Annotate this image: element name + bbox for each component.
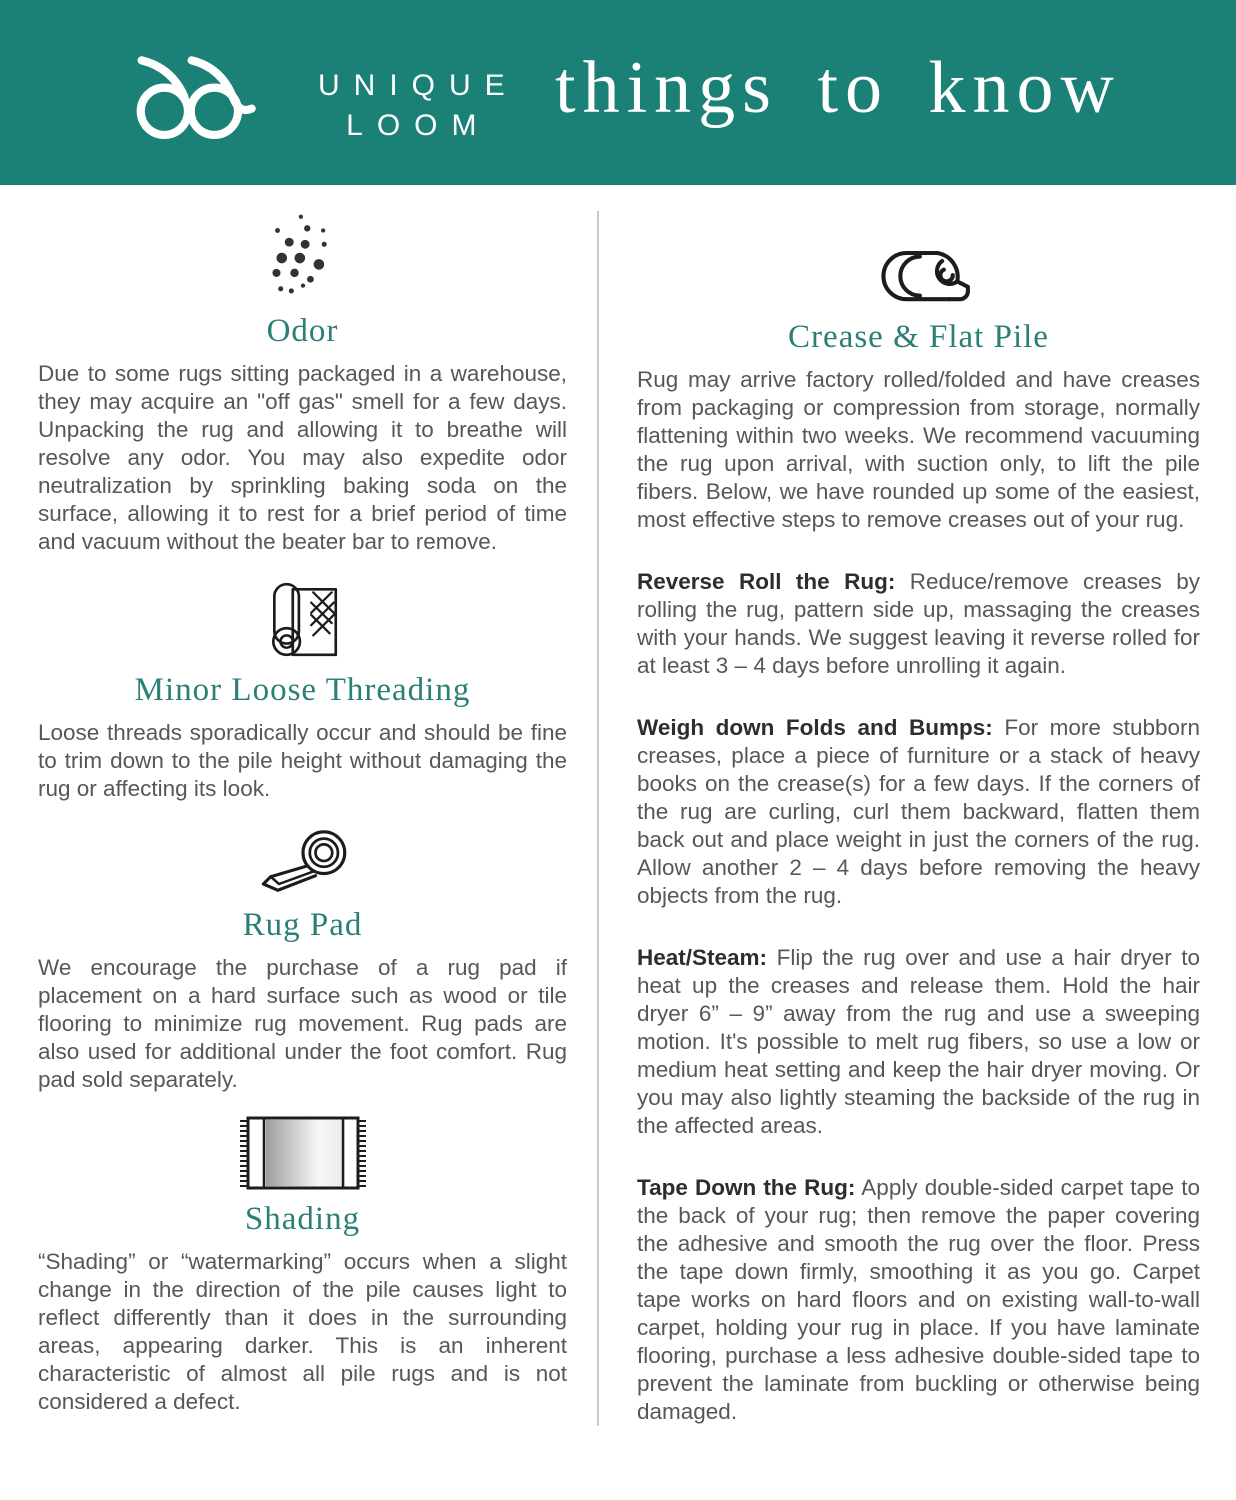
page-title: things to know [555,47,1121,129]
section-title-odor: Odor [266,313,339,349]
section-shading [38,1114,567,1416]
tip-heat-steam [637,944,1200,1140]
section-crease-flat-pile [637,245,1200,534]
tip-label: Weigh down Folds and Bumps: [637,715,993,740]
loom-loops-icon [108,44,288,144]
tip-body: For more stubborn creases, place a piece of furniture or a stack of heavy books on the crease(s) for a few days. If the corners of the rug are curling, curl them backward, flatten them back out and place weight in just the corners of the rug. Allow another 2 – 4 days before removing the heavy objects from the rug. [637,715,1200,908]
section-title-rug-pad: Rug Pad [242,907,363,943]
section-title-shading: Shading [244,1201,361,1237]
section-body-crease: Rug may arrive factory rolled/folded and have creases from packaging or compression from storage, normally flattening within two weeks. We recommend vacuuming the rug upon arrival, with suction only, to lift the pile fibers. Below, we have rounded up some of the easiest, most effective steps to remove creases out of your rug. [637,367,1200,532]
left-column [0,211,597,1426]
header-banner [0,0,1236,185]
section-body-rug-pad: We encourage the purchase of a rug pad if placement on a hard surface such as wood or tile flooring to minimize rug movement. Rug pads are also used for additional under the foot comfort. Rug pad sold separately. [38,955,567,1092]
section-odor [38,211,567,556]
tip-body: Flip the rug over and use a hair dryer to heat up the creases and release them. Hold the hair dryer 6” – 9” away from the rug and use a sweeping motion. It's possible to melt rug fibers, so use a low or medium heat setting and keep the hair dryer moving. Or you may also lightly steaming the backside of the rug in the affected areas. [637,945,1200,1138]
tip-weigh-down [637,714,1200,910]
rolled-rug-lattice-icon [262,576,344,662]
brand-line2: LOOM [346,109,491,142]
right-column [597,211,1236,1426]
tip-body: Reduce/remove creases by rolling the rug, pattern side up, massaging the creases with your hands. We suggest leaving it reverse rolled for at least 3 – 4 days before unrolling it again. [637,569,1200,678]
creased-roll-icon [856,245,982,309]
tip-label: Heat/Steam: [637,945,768,970]
shaded-rug-icon [240,1114,366,1191]
section-title-threading: Minor Loose Threading [134,672,471,708]
section-minor-loose-threading [38,576,567,803]
tip-label: Tape Down the Rug: [637,1175,856,1200]
section-body-shading: “Shading” or “watermarking” occurs when a slight change in the direction of the pile causes light to reflect differently than it does in the surrounding areas, appearing darker. This is an inherent characteristic of almost all pile rugs and is not considered a defect. [38,1249,567,1414]
brand-line1: UNIQUE [318,69,519,102]
tip-label: Reverse Roll the Rug: [637,569,896,594]
content-columns [0,211,1236,1426]
unique-loom-logo [108,44,288,149]
tip-reverse-roll [637,568,1200,680]
tip-body: Apply double-sided carpet tape to the back of your rug; then remove the paper covering the adhesive and smooth the rug over the floor. Press the tape down firmly, smoothing it as you go. Carpet tape works on hard floors and on existing wall-to-wall carpet, holding your rug in place. If you have laminate flooring, purchase a less adhesive double-sided tape to prevent the laminate from buckling or otherwise being damaged. [637,1175,1200,1424]
section-rug-pad [38,823,567,1094]
rug-pad-roll-icon [255,823,351,897]
section-title-crease: Crease & Flat Pile [788,319,1049,355]
section-body-odor: Due to some rugs sitting packaged in a warehouse, they may acquire an "off gas" smell for a few days. Unpacking the rug and allowing it to breathe will resolve any odor. You may also expedite odor neutralization by sprinkling baking soda on the surface, allowing it to rest for a brief period of time and vacuum without the beater bar to remove. [38,361,567,554]
section-body-threading: Loose threads sporadically occur and should be fine to trim down to the pile height without damaging the rug or affecting its look. [38,720,567,801]
tip-tape-down [637,1174,1200,1426]
brand-name [318,66,519,146]
odor-dots-icon [268,211,338,303]
